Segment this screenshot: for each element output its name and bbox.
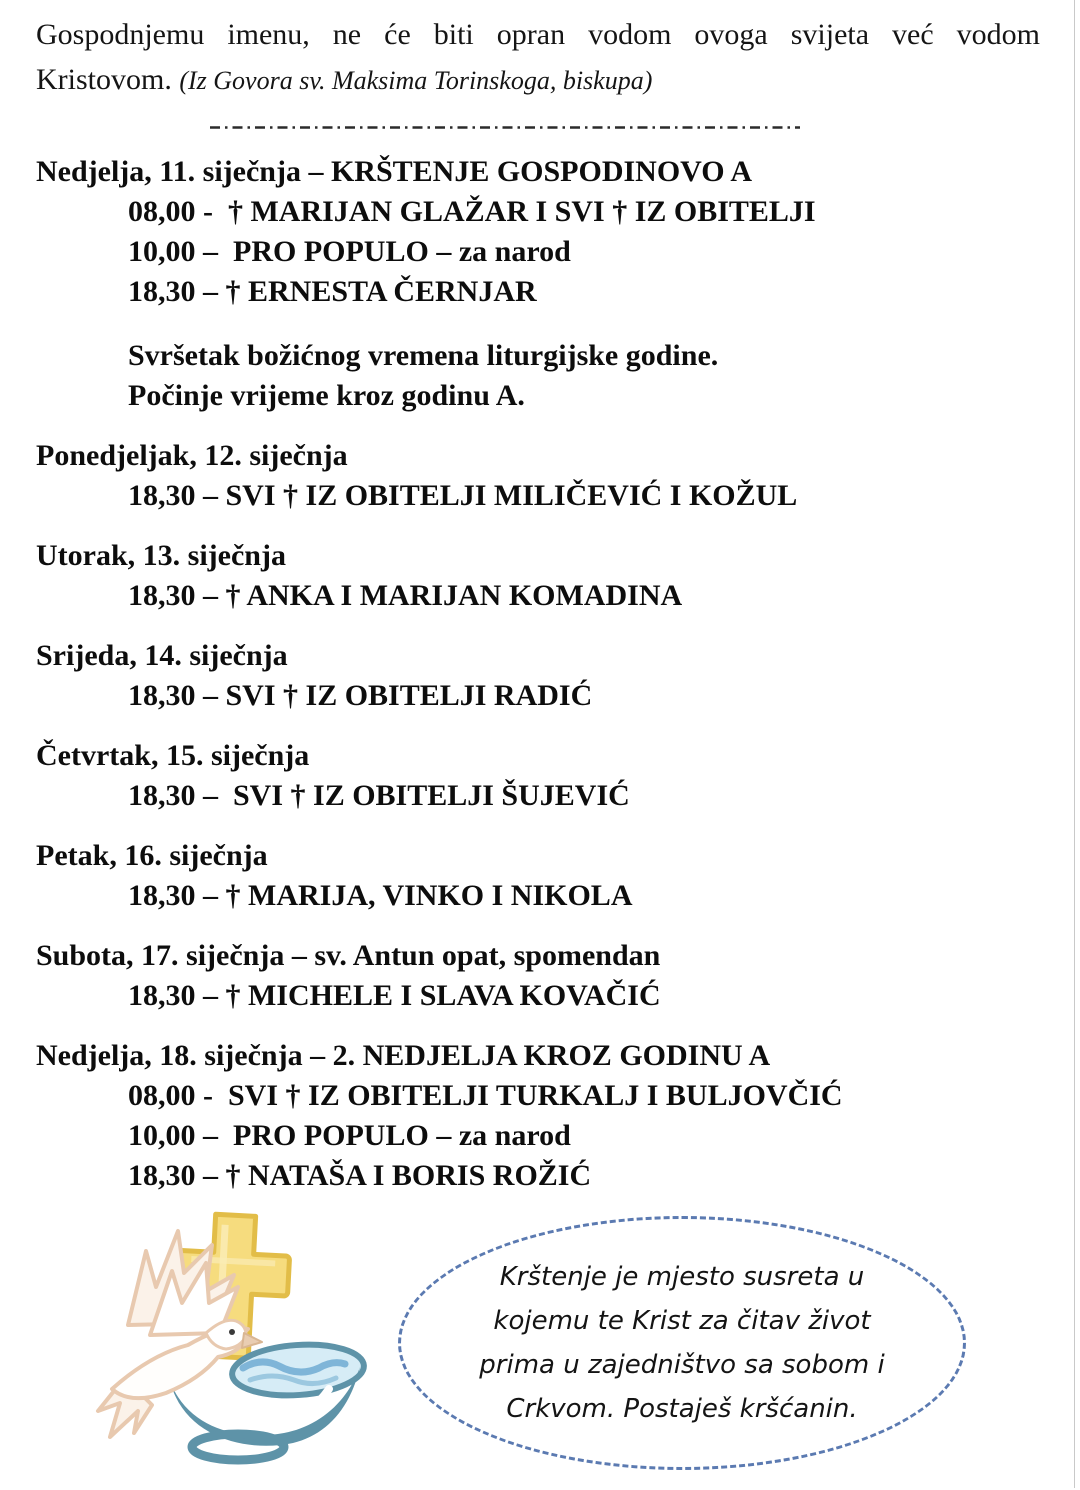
schedule-group (36, 1036, 1040, 1196)
mass-intention-line: 08,00 - SVI † IZ OBITELJI TURKALJ I BULJOVČIĆ (128, 1079, 843, 1112)
mass-intention-line: 18,30 – SVI † IZ OBITELJI RADIĆ (128, 679, 593, 712)
quote-citation: (Iz Govora sv. Maksima Torinskoga, biskupa) (179, 66, 653, 95)
day-header: Ponedjeljak, 12. siječnja (36, 439, 348, 472)
day-header: Nedjelja, 18. siječnja – 2. NEDJELJA KROZ GODINU A (36, 1039, 771, 1072)
dove-cross-baptismal-font-icon (88, 1205, 388, 1485)
callout-text-line: kojemu te Krist za čitav život (493, 1306, 871, 1336)
separator-line-icon (210, 125, 800, 130)
schedule-group (36, 836, 1040, 916)
schedule-group (36, 152, 1040, 416)
day-header: Utorak, 13. siječnja (36, 539, 286, 572)
callout-text-line: Crkvom. Postaješ kršćanin. (506, 1394, 858, 1424)
mass-intention-line: 18,30 – SVI † IZ OBITELJI MILIČEVIĆ I KOŽUL (128, 479, 798, 512)
mass-intention-line: 18,30 – † ANKA I MARIJAN KOMADINA (128, 579, 683, 612)
mass-intention-line: 08,00 - † MARIJAN GLAŽAR I SVI † IZ OBITELJI (128, 195, 816, 228)
mass-intention-line: 18,30 – † MICHELE I SLAVA KOVAČIĆ (128, 979, 661, 1012)
mass-intention-line: 18,30 – † MARIJA, VINKO I NIKOLA (128, 879, 633, 912)
mass-intention-line: 18,30 – SVI † IZ OBITELJI ŠUJEVIĆ (128, 779, 630, 812)
baptism-callout-ellipse (398, 1216, 966, 1470)
quote-line-1: Gospodnjemu imenu, ne će biti opran vodom ovoga svijeta već vodom (36, 18, 1040, 51)
schedule-group (36, 636, 1040, 716)
mass-intention-line: 18,30 – † NATAŠA I BORIS ROŽIĆ (128, 1159, 592, 1192)
mass-schedule (36, 152, 1040, 1196)
mass-intention-line: 18,30 – † ERNESTA ČERNJAR (128, 275, 537, 308)
callout-text-line: Krštenje je mjesto susreta u (499, 1262, 865, 1292)
schedule-group (36, 436, 1040, 516)
day-header: Subota, 17. siječnja – sv. Antun opat, spomendan (36, 939, 661, 972)
day-header: Srijeda, 14. siječnja (36, 639, 288, 672)
callout-text-line: prima u zajedništvo sa sobom i (479, 1350, 885, 1380)
quote-line-2 (36, 57, 1040, 103)
schedule-group (36, 936, 1040, 1016)
dash-dot-separator (210, 117, 1040, 122)
day-header: Petak, 16. siječnja (36, 839, 268, 872)
schedule-group (36, 736, 1040, 816)
scan-page-edge (1074, 0, 1075, 1488)
day-header: Četvrtak, 15. siječnja (36, 739, 310, 772)
note-line: Počinje vrijeme kroz godinu A. (128, 379, 525, 412)
quote-line-2-lead: Kristovom. (36, 63, 180, 96)
note-line: Svršetak božićnog vremena liturgijske godine. (128, 339, 719, 372)
baptism-clipart (88, 1205, 388, 1485)
liturgical-notes (36, 336, 1040, 416)
mass-intention-line: 10,00 – PRO POPULO – za narod (128, 1119, 571, 1152)
schedule-group (36, 536, 1040, 616)
mass-intention-line: 10,00 – PRO POPULO – za narod (128, 235, 571, 268)
day-header: Nedjelja, 11. siječnja – KRŠTENJE GOSPODINOVO A (36, 155, 753, 188)
